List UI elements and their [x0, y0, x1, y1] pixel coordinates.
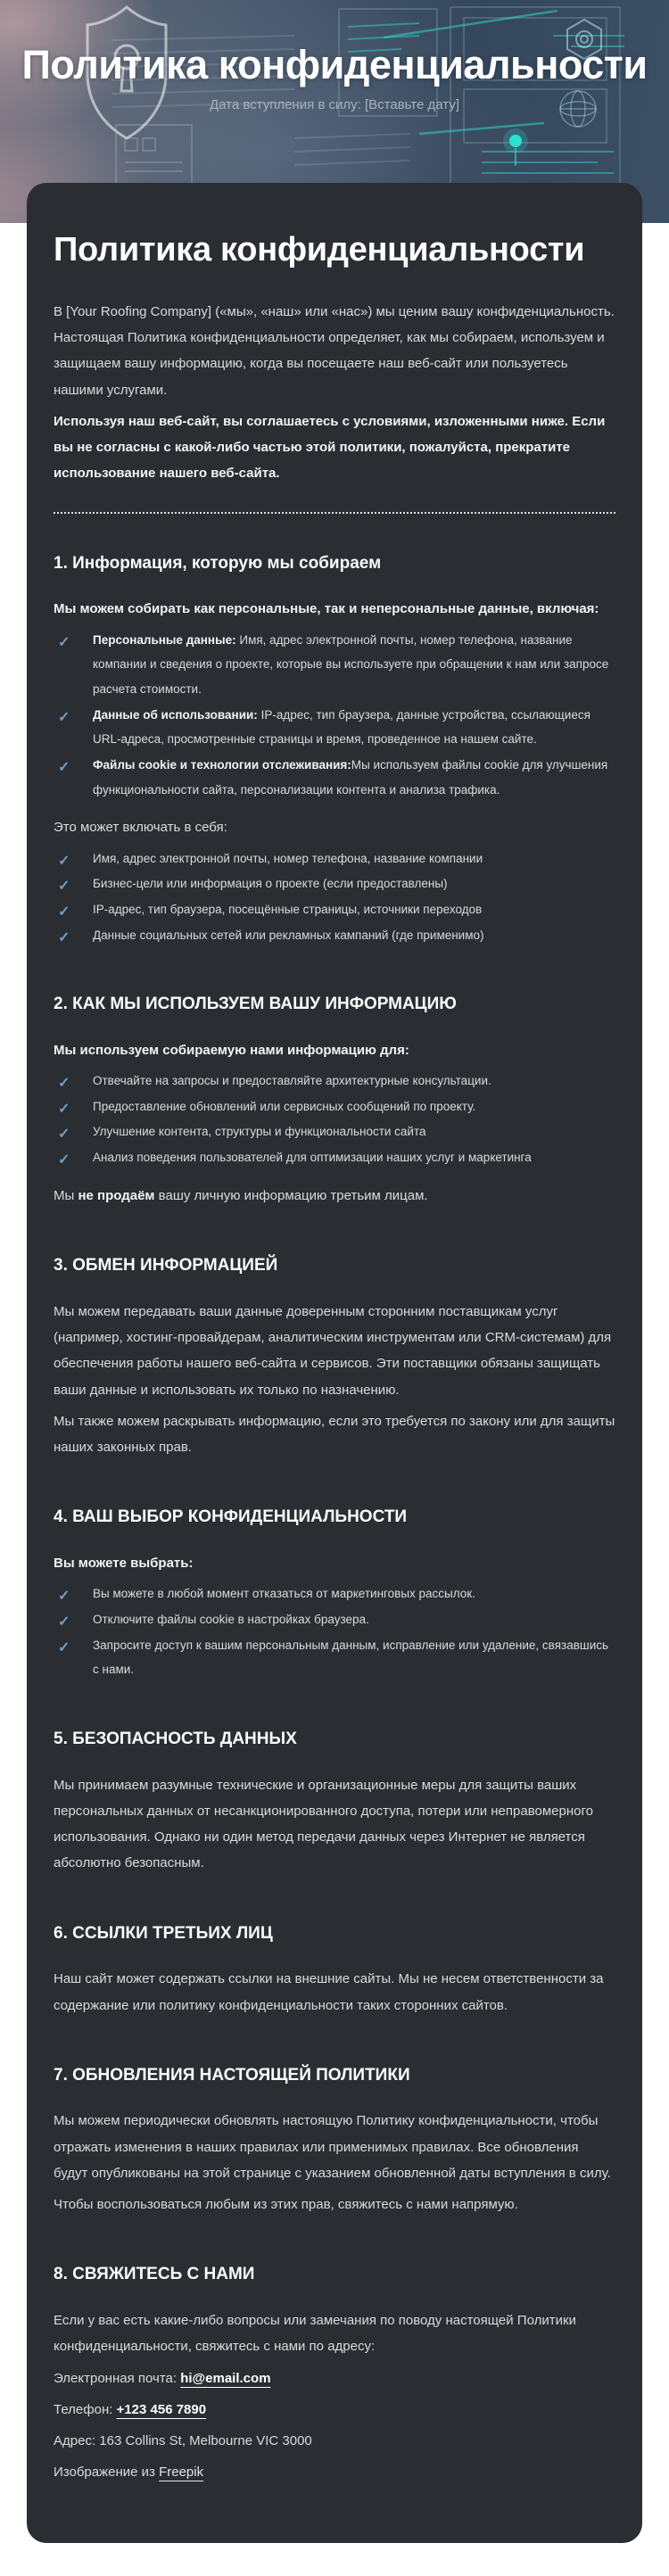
list-item: ✓ Бизнес-цели или информация о проекте (если предоставлены) [54, 871, 615, 896]
data-examples-list [54, 846, 615, 948]
no-sell-note: Мы не продаём вашу личную информацию третьим лицам. [54, 1187, 428, 1203]
section-heading: 2. КАК МЫ ИСПОЛЬЗУЕМ ВАШУ ИНФОРМАЦИЮ [54, 995, 457, 1014]
check-icon: ✓ [58, 709, 70, 725]
section-data-security [54, 1729, 615, 1877]
page-title: Политика конфиденциальности [21, 42, 648, 87]
contact-email-line: Электронная почта: hi@email.com [54, 2370, 271, 2386]
check-icon: ✓ [58, 1614, 70, 1630]
check-icon: ✓ [58, 1589, 70, 1605]
image-credit: Изображение из Freepik [54, 2465, 204, 2481]
list-item: ✓ Отключите файлы cookie в настройках браузера. [54, 1607, 615, 1632]
section-how-we-use [54, 994, 615, 1209]
section-heading: 5. БЕЗОПАСНОСТЬ ДАННЫХ [54, 1729, 297, 1748]
list-item: ✓ Файлы cookie и технологии отслеживания:Мы используем файлы cookie для улучшения функциональности сайта, персонализации контента и анализа трафика. [54, 753, 615, 802]
section-heading: 8. СВЯЖИТЕСЬ С НАМИ [54, 2265, 255, 2284]
check-icon: ✓ [58, 1639, 70, 1655]
section-heading: 3. ОБМЕН ИНФОРМАЦИЕЙ [54, 1256, 278, 1276]
agreement-paragraph: Используя наш веб-сайт, вы соглашаетесь с условиями, изложенными ниже. Если вы не согласны с какой-либо частью этой политики, пожалуйста, прекратите использование нашего веб-сайта. [54, 413, 606, 482]
check-icon: ✓ [58, 879, 70, 895]
check-icon: ✓ [58, 1127, 70, 1143]
panel-outline [116, 125, 192, 187]
paragraph: Мы можем периодически обновлять настоящую Политику конфиденциальности, чтобы отражать изменения в наших правилах или применимых правилах. Все обновления будут опубликованы на этой странице с указанием обновленной даты вступления в силу. [54, 2113, 611, 2181]
list-item: ✓ Данные об использовании: IP-адрес, тип браузера, данные устройства, ссылающиеся URL-адреса, просмотренные страницы и время, проведенное на нашем сайте. [54, 703, 615, 752]
list-item: ✓ Данные социальных сетей или рекламных кампаний (где применимо) [54, 923, 615, 948]
paragraph: Мы можем передавать ваши данные доверенным сторонним поставщикам услуг (например, хостинг-провайдерам, аналитическим инструментам или CRM-системам) для обеспечения работы нашего веб-сайта и сервисов. Эти поставщики обязаны защищать ваши данные и использовать их только по назначению. [54, 1303, 612, 1398]
contact-phone-line: Телефон: +123 456 7890 [54, 2401, 207, 2417]
paragraph: Если у вас есть какие-либо вопросы или замечания по поводу настоящей Политики конфиденциальности, свяжитесь с нами по адресу: [54, 2313, 576, 2355]
section-policy-updates [54, 2065, 615, 2218]
article-title: Политика конфиденциальности [54, 231, 585, 268]
check-icon: ✓ [58, 929, 70, 945]
section-lead: Вы можете выбрать: [54, 1555, 194, 1571]
section-contact-us [54, 2264, 615, 2485]
list-item: ✓ Запросите доступ к вашим персональным данным, исправление или удаление, связавшись с нами. [54, 1633, 615, 1682]
section-information-sharing [54, 1255, 615, 1460]
check-icon: ✓ [58, 634, 70, 650]
list-item: ✓ Отвечайте на запросы и предоставляйте архитектурные консультации. [54, 1069, 615, 1094]
choices-list [54, 1581, 615, 1682]
paragraph: Мы также можем раскрывать информацию, если это требуется по закону или для защиты наших законных прав. [54, 1413, 615, 1456]
paragraph: Чтобы воспользоваться любым из этих прав, свяжитесь с нами напрямую. [54, 2197, 518, 2213]
section-lead: Мы можем собирать как персональные, так и неперсональные данные, включая: [54, 601, 599, 617]
check-icon: ✓ [58, 853, 70, 869]
check-icon: ✓ [58, 1076, 70, 1092]
list-item: ✓ Улучшение контента, структуры и функциональности сайта [54, 1119, 615, 1144]
email-link[interactable]: hi@email.com [180, 2370, 271, 2386]
check-icon: ✓ [58, 1152, 70, 1168]
glow-dot [503, 128, 528, 166]
section-information-we-collect [54, 553, 615, 948]
section-heading: 7. ОБНОВЛЕНИЯ НАСТОЯЩЕЙ ПОЛИТИКИ [54, 2065, 410, 2085]
section-heading: 6. ССЫЛКИ ТРЕТЬИХ ЛИЦ [54, 1923, 273, 1943]
list-item: ✓ IP-адрес, тип браузера, посещённые страницы, источники переходов [54, 897, 615, 922]
section-heading: 1. Информация, которую мы собираем [54, 553, 382, 573]
policy-card [27, 183, 642, 2543]
usage-list [54, 1069, 615, 1170]
sub-lead: Это может включать в себя: [54, 820, 227, 836]
check-icon: ✓ [58, 759, 70, 775]
dotted-divider [54, 512, 615, 514]
list-item: ✓ Анализ поведения пользователей для оптимизации наших услуг и маркетинга [54, 1145, 615, 1170]
section-heading: 4. ВАШ ВЫБОР КОНФИДЕНЦИАЛЬНОСТИ [54, 1507, 408, 1527]
check-icon: ✓ [58, 904, 70, 920]
section-privacy-choices [54, 1507, 615, 1682]
section-lead: Мы используем собираемую нами информацию для: [54, 1042, 409, 1058]
section-third-party-links [54, 1923, 615, 2019]
contact-address-line: Адрес: 163 Collins St, Melbourne VIC 3000 [54, 2433, 312, 2449]
paragraph: Наш сайт может содержать ссылки на внешние сайты. Мы не несем ответственности за содержание или политику конфиденциальности таких сторонних сайтов. [54, 1971, 604, 2013]
list-item: ✓ Вы можете в любой момент отказаться от маркетинговых рассылок. [54, 1581, 615, 1606]
list-item: ✓ Персональные данные: Имя, адрес электронной почты, номер телефона, название компании и сведения о проекте, которые вы используете при обращении к нам или запросе расчета стоимости. [54, 628, 615, 702]
collected-data-list [54, 628, 615, 803]
phone-link[interactable]: +123 456 7890 [116, 2401, 207, 2417]
list-item: ✓ Имя, адрес электронной почты, номер телефона, название компании [54, 846, 615, 871]
list-item: ✓ Предоставление обновлений или сервисных сообщений по проекту. [54, 1094, 615, 1119]
freepik-link[interactable]: Freepik [159, 2465, 204, 2481]
check-icon: ✓ [58, 1101, 70, 1117]
intro-paragraph: В [Your Roofing Company] («мы», «наш» или «нас») мы ценим вашу конфиденциальность. Настоящая Политика конфиденциальности определяет, как мы собираем, используем и защищаем вашу информацию, когда вы посещаете наш веб-сайт или пользуетесь нашими услугами. [54, 303, 615, 398]
effective-date: Дата вступления в силу: [Вставьте дату] [209, 97, 459, 112]
paragraph: Мы принимаем разумные технические и организационные меры для защиты ваших персональных данных от несанкционированного доступа, потери или неправомерного использования. Однако ни один метод передачи данных через Интернет не является абсолютно безопасным. [54, 1777, 593, 1871]
